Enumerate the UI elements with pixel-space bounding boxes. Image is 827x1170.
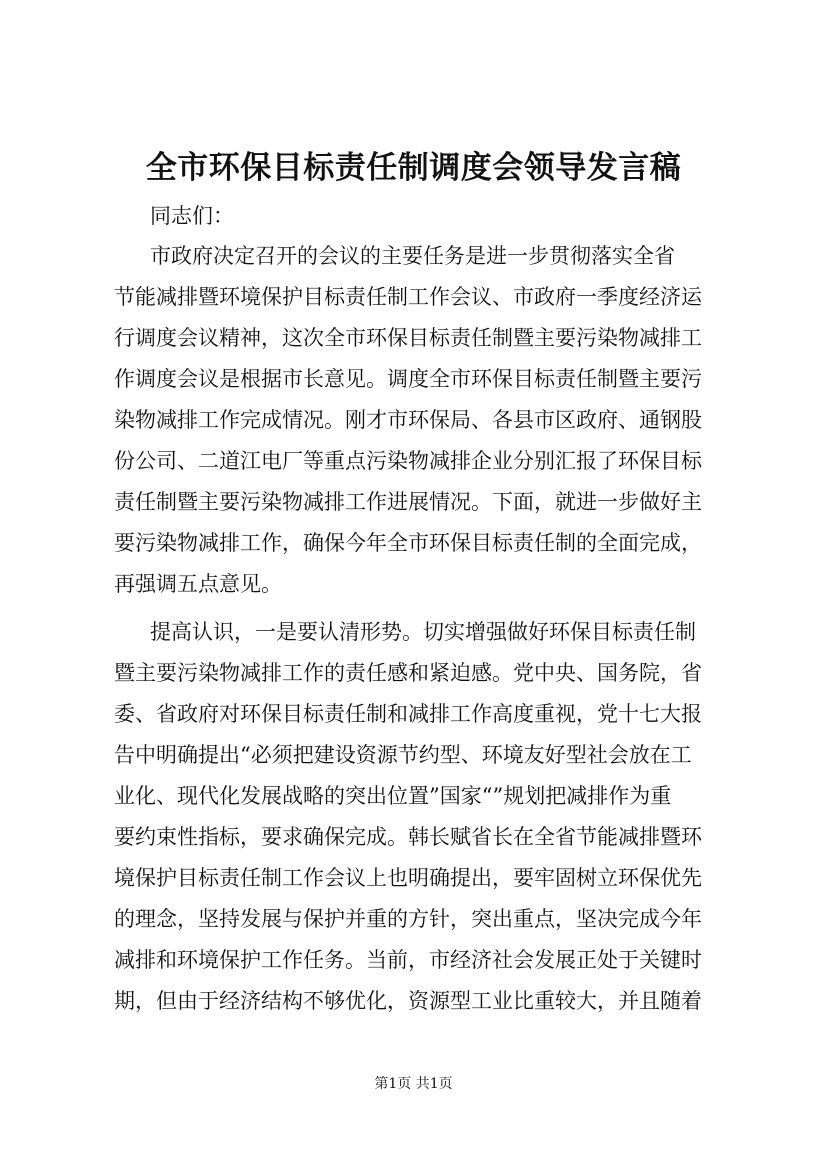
salutation: 同志们： [150, 204, 234, 228]
paragraph-line: 份公司、二道江电厂等重点污染物减排企业分别汇报了环保目标 [114, 449, 702, 473]
paragraph-line: 要约束性指标，要求确保完成。韩长赋省长在全省节能减排暨环 [114, 825, 702, 849]
paragraph-line: 境保护目标责任制工作会议上也明确提出，要牢固树立环保优先 [114, 866, 702, 890]
paragraph-line: 业化、现代化发展战略的突出位置”国家“”规划把减排作为重 [114, 784, 672, 808]
paragraph-line: 告中明确提出“必须把建设资源节约型、环境友好型社会放在工 [114, 743, 692, 767]
paragraph-line: 再强调五点意见。 [114, 572, 282, 596]
paragraph-line: 节能减排暨环境保护目标责任制工作会议、市政府一季度经济运 [114, 285, 702, 309]
paragraph-line: 暨主要污染物减排工作的责任感和紧迫感。党中央、国务院，省 [114, 661, 702, 685]
paragraph-line: 作调度会议是根据市长意见。调度全市环保目标责任制暨主要污 [114, 367, 702, 391]
paragraph-line: 减排和环境保护工作任务。当前，市经济社会发展正处于关键时 [114, 948, 702, 972]
page-footer: 第1页 共1页 [374, 1076, 453, 1092]
paragraph-line: 责任制暨主要污染物减排工作进展情况。下面，就进一步做好主 [114, 490, 702, 514]
paragraph-line: 市政府决定召开的会议的主要任务是进一步贯彻落实全省 [150, 244, 675, 268]
paragraph-line: 染物减排工作完成情况。刚才市环保局、各县市区政府、通钢股 [114, 408, 702, 432]
paragraph-line: 提高认识，一是要认清形势。切实增强做好环保目标责任制 [150, 620, 696, 644]
document-title: 全市环保目标责任制调度会领导发言稿 [145, 150, 682, 186]
paragraph-line: 要污染物减排工作，确保今年全市环保目标责任制的全面完成， [114, 531, 702, 555]
paragraph-line: 委、省政府对环保目标责任制和减排工作高度重视，党十七大报 [114, 702, 702, 726]
paragraph-line: 期，但由于经济结构不够优化，资源型工业比重较大，并且随着 [114, 989, 702, 1013]
paragraph-line: 的理念，坚持发展与保护并重的方针，突出重点，坚决完成今年 [114, 907, 702, 931]
paragraph-line: 行调度会议精神，这次全市环保目标责任制暨主要污染物减排工 [114, 326, 702, 350]
